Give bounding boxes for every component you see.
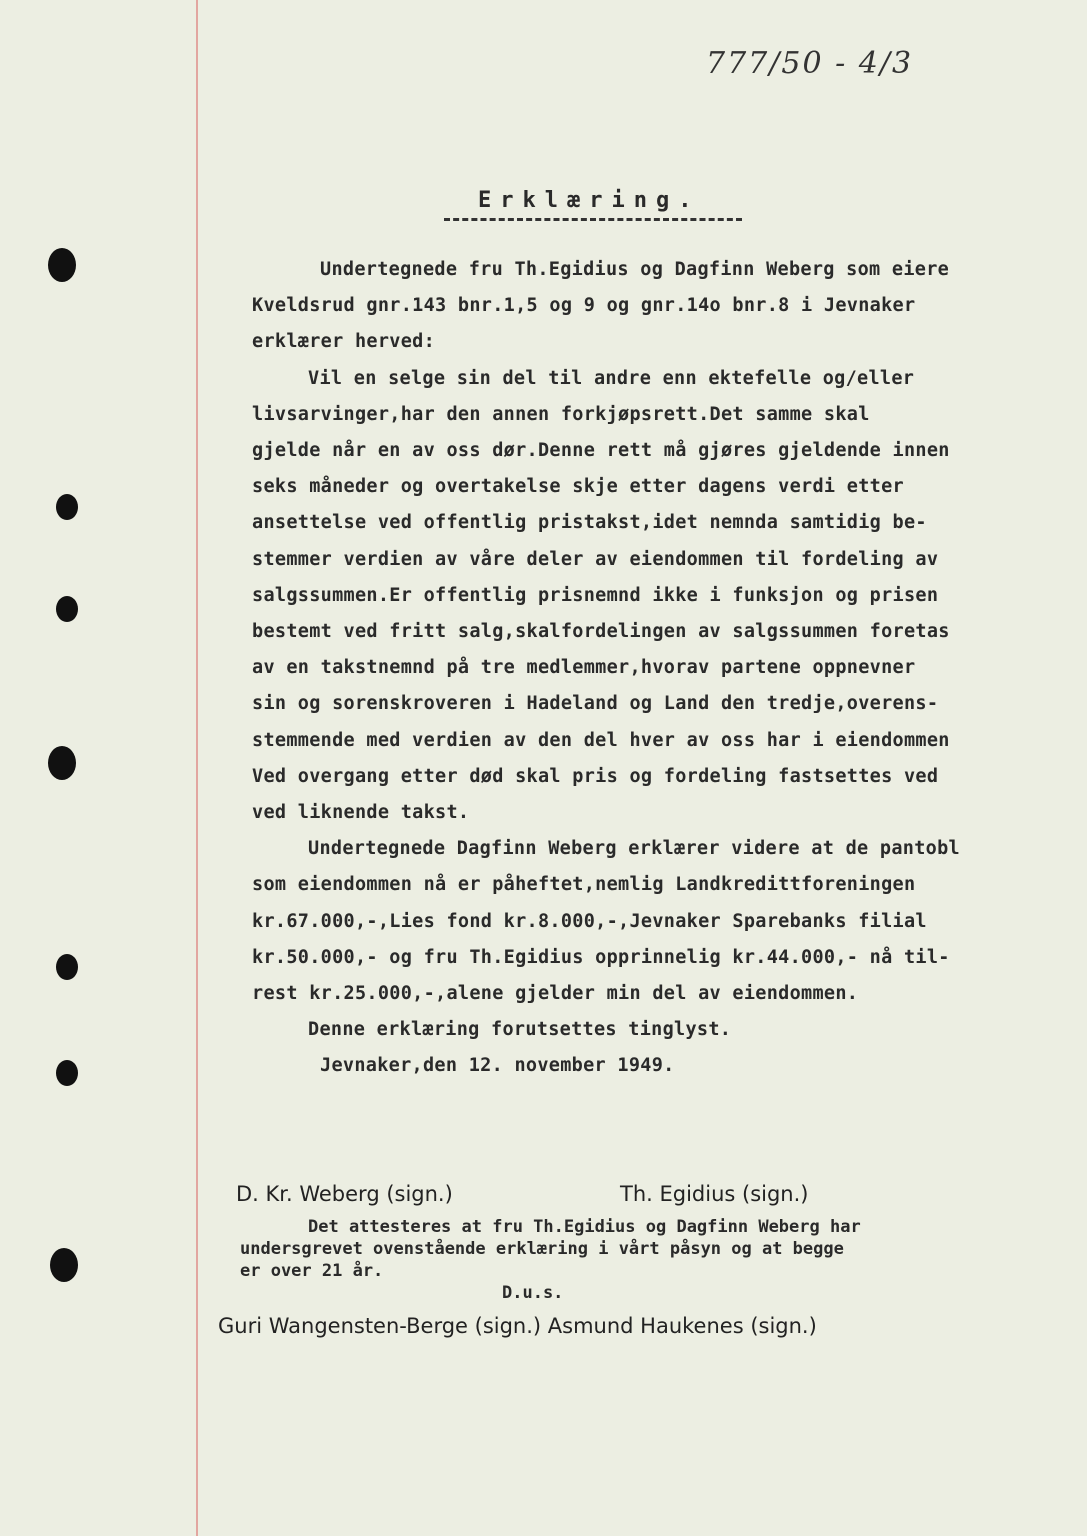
- body-line: av en takstnemnd på tre medlemmer,hvorav partene oppnevner: [252, 657, 916, 679]
- declaration-body: [252, 252, 1052, 1085]
- body-line: kr.50.000,- og fru Th.Egidius opprinnelig kr.44.000,- nå til-: [252, 946, 950, 968]
- body-line: Undertegnede Dagfinn Weberg erklærer videre at de pantobl: [308, 838, 960, 860]
- handwritten-reference: 777/50 - 4/3: [706, 46, 914, 81]
- document-title: Erklæring.: [478, 188, 701, 213]
- punch-hole-4: [48, 746, 76, 780]
- attestation-closing: D.u.s.: [502, 1283, 564, 1303]
- attestation-block: [240, 1216, 1040, 1304]
- red-margin-line: [196, 0, 198, 1536]
- body-line: som eiendommen nå er påheftet,nemlig Landkredittforeningen: [252, 874, 916, 896]
- body-line: ansettelse ved offentlig pristakst,idet nemnda samtidig be-: [252, 512, 927, 534]
- body-line: stemmer verdien av våre deler av eiendommen til fordeling av: [252, 548, 939, 570]
- body-line: Denne erklæring forutsettes tinglyst.: [308, 1019, 732, 1041]
- body-line: salgssummen.Er offentlig prisnemnd ikke i funksjon og prisen: [252, 584, 939, 606]
- body-line: Undertegnede fru Th.Egidius og Dagfinn Weberg som eiere: [320, 259, 950, 280]
- punch-hole-3: [56, 596, 78, 622]
- body-line: Ved overgang etter død skal pris og fordeling fastsettes ved: [252, 765, 939, 787]
- place-date-line: Jevnaker,den 12. november 1949.: [320, 1055, 675, 1077]
- witness-signatures: Guri Wangensten-Berge (sign.) Asmund Haukenes (sign.): [218, 1314, 817, 1338]
- punch-hole-2: [56, 494, 78, 520]
- body-line: livsarvinger,har den annen forkjøpsrett.Det samme skal: [252, 403, 870, 425]
- body-line: bestemt ved fritt salg,skalfordelingen av salgssummen foretas: [252, 621, 950, 643]
- body-line: kr.67.000,-,Lies fond kr.8.000,-,Jevnaker Sparebanks filial: [252, 910, 927, 932]
- body-line: gjelde når en av oss dør.Denne rett må gjøres gjeldende innen: [252, 440, 950, 462]
- attestation-line: Det attesteres at fru Th.Egidius og Dagfinn Weberg har: [308, 1217, 861, 1237]
- attestation-line: er over 21 år.: [240, 1261, 384, 1281]
- punch-hole-7: [50, 1248, 78, 1282]
- signature-weberg: D. Kr. Weberg (sign.): [236, 1182, 453, 1206]
- body-line: rest kr.25.000,-,alene gjelder min del av eiendommen.: [252, 983, 859, 1005]
- body-line: ved liknende takst.: [252, 802, 470, 824]
- body-line: stemmende med verdien av den del hver av oss har i eiendommen: [252, 729, 950, 751]
- body-line: seks måneder og overtakelse skje etter dagens verdi etter: [252, 476, 904, 498]
- body-line: Vil en selge sin del til andre enn ektefelle og/eller: [308, 367, 915, 389]
- body-line: erklærer herved:: [252, 331, 436, 353]
- body-line: sin og sorenskroveren i Hadeland og Land den tredje,overens-: [252, 693, 939, 715]
- body-line: Kveldsrud gnr.143 bnr.1,5 og 9 og gnr.14o bnr.8 i Jevnaker: [252, 295, 916, 317]
- punch-hole-6: [56, 1060, 78, 1086]
- signature-egidius: Th. Egidius (sign.): [620, 1182, 809, 1206]
- punch-hole-1: [48, 248, 76, 282]
- punch-hole-5: [56, 954, 78, 980]
- title-underline: [444, 218, 742, 221]
- attestation-line: undersgrevet ovenstående erklæring i vårt påsyn og at begge: [240, 1239, 844, 1259]
